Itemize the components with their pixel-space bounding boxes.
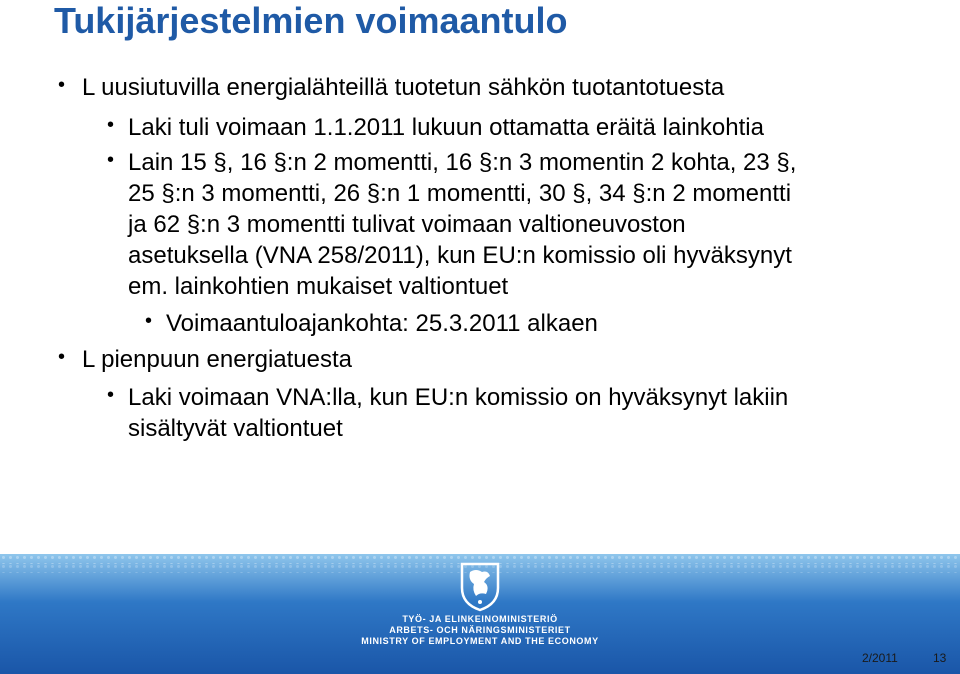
bullet-item: Laki tuli voimaan 1.1.2011 lukuun ottamatta eräitä lainkohtia [128, 114, 764, 141]
ministry-name-en: MINISTRY OF EMPLOYMENT AND THE ECONOMY [361, 636, 599, 646]
bullet-dot: • [58, 346, 66, 368]
bullet-line: sisältyvät valtiontuet [128, 415, 343, 442]
bullet-dot: • [107, 149, 115, 171]
bullet-dot: • [107, 384, 115, 406]
bullet-line: asetuksella (VNA 258/2011), kun EU:n komissio oli hyväksynyt [128, 242, 792, 269]
bullet-item: L pienpuun energiatuesta [82, 346, 352, 373]
ministry-name-fi: TYÖ- JA ELINKEINOMINISTERIÖ [402, 614, 558, 624]
slide-date: 2/2011 [862, 651, 898, 665]
bullet-dot: • [145, 310, 153, 332]
bullet-item: Voimaantuloajankohta: 25.3.2011 alkaen [166, 310, 598, 337]
bullet-line: Lain 15 §, 16 §:n 2 momentti, 16 §:n 3 momentin 2 kohta, 23 §, [128, 149, 797, 176]
bullet-line: 25 §:n 3 momentti, 26 §:n 1 momentti, 30 §, 34 §:n 2 momentti [128, 180, 792, 207]
bullet-line: ja 62 §:n 3 momentti tulivat voimaan valtioneuvoston [128, 211, 686, 238]
bullet-line: em. lainkohtien mukaiset valtiontuet [128, 273, 509, 300]
slide-title: Tukijärjestelmien voimaantulo [54, 0, 568, 41]
slide-number: 13 [933, 651, 947, 665]
finland-lion-emblem-icon [456, 558, 504, 612]
bullet-line: Laki voimaan VNA:lla, kun EU:n komissio on hyväksynyt lakiin [128, 384, 789, 411]
bullet-dot: • [58, 74, 66, 96]
bullet-dot: • [107, 114, 115, 136]
bullet-item: L uusiutuvilla energialähteillä tuotetun sähkön tuotantotuesta [82, 74, 725, 101]
ministry-name-sv: ARBETS- OCH NÄRINGSMINISTERIET [389, 625, 571, 635]
